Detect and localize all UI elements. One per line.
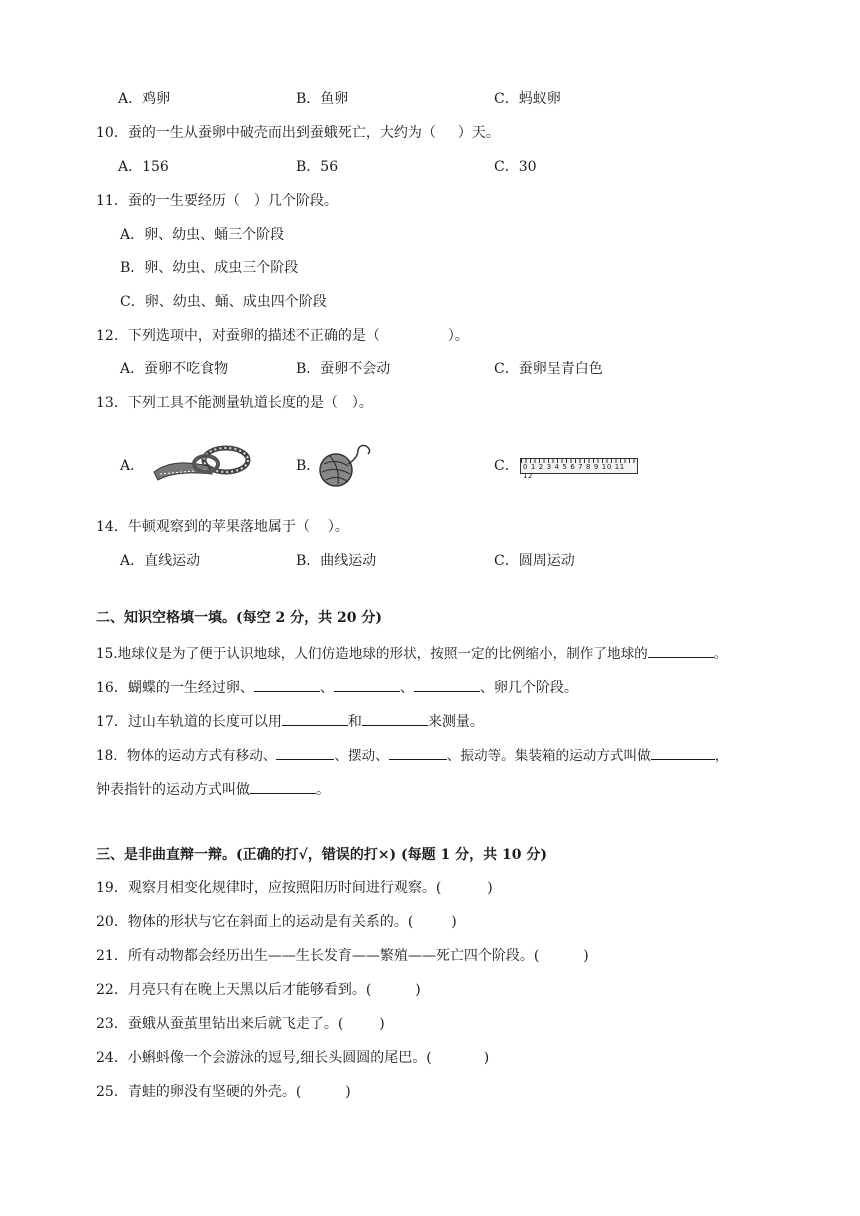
q10-option-c: C．30 <box>494 159 537 175</box>
q18-blank-4[interactable] <box>250 779 316 794</box>
q17-blank-2[interactable] <box>362 711 428 726</box>
q18-end: 。 <box>316 782 330 798</box>
q14-stem <box>96 518 349 536</box>
q14-stem-close: ）。 <box>327 519 349 535</box>
q14-option-b: B．曲线运动 <box>296 553 377 569</box>
q21 <box>96 947 589 965</box>
q11-stem-close: ）几个阶段。 <box>253 193 338 209</box>
q18-blank-3[interactable] <box>651 745 715 760</box>
q11-stem <box>96 192 338 210</box>
yarn-ball-icon <box>318 444 376 490</box>
q16-blank-2[interactable] <box>334 677 400 692</box>
q25-close: ) <box>345 1084 351 1100</box>
q18-blank-1[interactable] <box>276 745 334 760</box>
q23-text: 23．蚕蛾从蚕茧里钻出来后就飞走了。( <box>96 1016 344 1032</box>
q17 <box>96 711 484 731</box>
q10-stem-text: 10．蚕的一生从蚕卵中破壳而出到蚕蛾死亡，大约为（ <box>96 125 436 141</box>
q9-option-c: C．蚂蚁卵 <box>494 91 561 107</box>
q10-option-a: A．156 <box>118 159 169 175</box>
q14-option-c: C．圆周运动 <box>494 553 575 569</box>
q25 <box>96 1083 351 1101</box>
q11-option-b: B．卵、幼虫、成虫三个阶段 <box>120 260 299 276</box>
q17-end: 来测量。 <box>427 714 484 730</box>
q14-option-a: A．直线运动 <box>120 553 201 569</box>
q23-close: ) <box>379 1016 385 1032</box>
q22 <box>96 981 421 999</box>
q18-mid-1: 、摆动、 <box>334 748 389 764</box>
q24-text: 24．小蝌蚪像一个会游泳的逗号,细长头圆圆的尾巴。( <box>96 1050 432 1066</box>
q16-blank-3[interactable] <box>414 677 480 692</box>
q13-stem-close: ）。 <box>351 395 373 411</box>
q12-stem-text: 12．下列选项中，对蚕卵的描述不正确的是（ <box>96 328 380 344</box>
q16-blank-1[interactable] <box>254 677 320 692</box>
q18-mid-2: 、振动等。集装箱的运动方式叫做 <box>446 748 651 764</box>
q18-line1 <box>96 745 728 765</box>
q14-stem-text: 14．牛顿观察到的苹果落地属于（ <box>96 519 310 535</box>
q18-line2-text: 钟表指针的运动方式叫做 <box>96 782 250 798</box>
q12-stem <box>96 327 469 345</box>
q17-mid: 和 <box>347 714 362 730</box>
q12-option-b: B．蚕卵不会动 <box>296 361 391 377</box>
q16-end: 、卵几个阶段。 <box>479 680 578 696</box>
q24-close: ) <box>483 1050 490 1066</box>
q16-text: 16．蝴蝶的一生经过卵、 <box>96 680 254 696</box>
q16-sep-1: 、 <box>319 680 334 696</box>
q17-text: 17．过山车轨道的长度可以用 <box>96 714 282 730</box>
q18-line2 <box>96 779 330 799</box>
q12-stem-close: ）。 <box>447 328 469 344</box>
ruler-icon <box>520 458 638 480</box>
q10-stem <box>96 124 500 142</box>
q20-text: 20．物体的形状与它在斜面上的运动是有关系的。( <box>96 914 414 930</box>
q11-option-c: C．卵、幼虫、蛹、成虫四个阶段 <box>120 294 327 310</box>
q20-close: ) <box>451 914 457 930</box>
tape-measure-icon <box>150 442 252 484</box>
q12-option-a: A．蚕卵不吃食物 <box>120 361 229 377</box>
q23 <box>96 1015 385 1033</box>
q18-blank-2[interactable] <box>389 745 447 760</box>
q13-option-b-label: B． <box>296 458 321 474</box>
q20 <box>96 913 457 931</box>
q11-option-a: A．卵、幼虫、蛹三个阶段 <box>120 227 285 243</box>
q15-text: 15.地球仪是为了便于认识地球，人们仿造地球的形状，按照一定的比例缩小，制作了地球的 <box>96 646 648 662</box>
q16-sep-2: 、 <box>399 680 414 696</box>
q9-option-b: B．鱼卵 <box>296 91 349 107</box>
section2-title: 二、知识空格填一填。(每空 2 分，共 20 分) <box>96 610 382 626</box>
q13-stem <box>96 394 373 412</box>
section3-title: 三、是非曲直辩一辩。(正确的打√，错误的打×) (每题 1 分，共 10 分) <box>96 847 548 863</box>
q13-option-a-label: A． <box>120 458 145 474</box>
q13-option-c-label: C． <box>494 458 519 474</box>
q10-stem-close: ）天。 <box>457 125 500 141</box>
q21-text: 21．所有动物都会经历出生——生长发育——繁殖——死亡四个阶段。( <box>96 948 540 964</box>
q17-blank-1[interactable] <box>282 711 348 726</box>
q19-close: ) <box>487 880 493 896</box>
q10-option-b: B．56 <box>296 159 339 175</box>
q19-text: 19．观察月相变化规律时，应按照阳历时间进行观察。( <box>96 880 442 896</box>
q18-comma: ， <box>714 748 729 764</box>
q9-option-a: A．鸡卵 <box>118 91 171 107</box>
q19 <box>96 879 493 897</box>
q16 <box>96 677 578 697</box>
q12-option-c: C．蚕卵呈青白色 <box>494 361 603 377</box>
q13-stem-text: 13．下列工具不能测量轨道长度的是（ <box>96 395 338 411</box>
q24 <box>96 1049 489 1067</box>
q21-close: ) <box>583 948 589 964</box>
q15 <box>96 643 727 663</box>
q11-stem-text: 11．蚕的一生要经历（ <box>96 193 240 209</box>
ruler-digits: 0 1 2 3 4 5 6 7 8 9 10 11 12 <box>523 463 625 480</box>
q22-text: 22．月亮只有在晚上天黑以后才能够看到。( <box>96 982 372 998</box>
q18-text: 18．物体的运动方式有移动、 <box>96 748 277 764</box>
q15-blank[interactable] <box>648 643 714 658</box>
q25-text: 25．青蛙的卵没有坚硬的外壳。( <box>96 1084 302 1100</box>
q15-end: 。 <box>713 646 728 662</box>
q22-close: ) <box>415 982 421 998</box>
